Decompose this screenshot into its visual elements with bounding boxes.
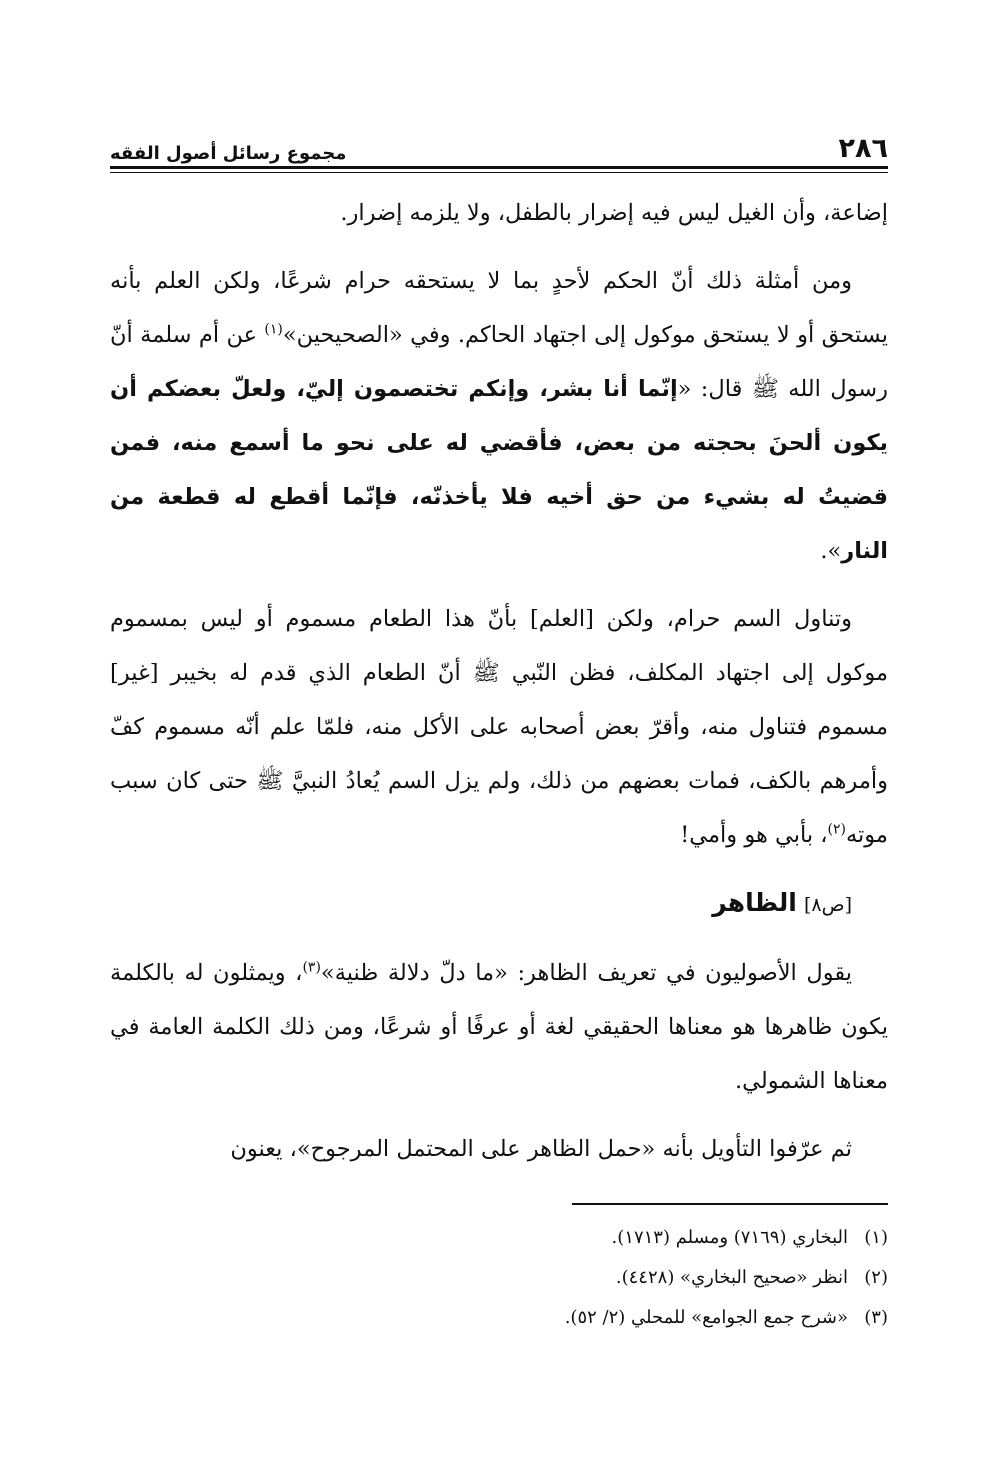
- paragraph-3-end: ، بأبي هو وأمي!: [680, 822, 828, 848]
- footnote-ref-2: (٢): [827, 821, 846, 838]
- section-heading: [110, 876, 888, 932]
- hadith-quote: إنّما أنا بشر، وإنكم تختصمون إليّ، ولعلّ بعضكم أن يكون ألحنَ بحجته من بعض، فأقضي له على نحو ما أسمع منه، فمن قضيتُ له بشيء من حق أخيه فلا يأخذنّه، فإنّما أقطع له قطعة من النار: [110, 376, 888, 564]
- footnotes: [110, 1218, 888, 1338]
- section-page-ref: [ص٨]: [803, 894, 852, 916]
- paragraph-2-end: ».: [820, 538, 842, 564]
- footnote-number: (٣): [864, 1307, 888, 1328]
- footnote-text: «شرح جمع الجوامع» للمحلي (٢/ ٥٢).: [564, 1307, 848, 1328]
- footnote-separator: [572, 1203, 888, 1205]
- header-rule-thin: [110, 172, 888, 173]
- page-number: ٢٨٦: [838, 133, 888, 164]
- paragraph-3: [110, 592, 888, 862]
- paragraph-2-text: ومن أمثلة ذلك أنّ الحكم لأحدٍ بما لا يستحقه حرام شرعًا، ولكن العلم بأنه يستحق أو لا يستحق موكول إلى اجتهاد الحاكم. وفي «الصحيحين»: [110, 268, 888, 348]
- running-title: مجموع رسائل أصول الفقه: [110, 143, 347, 164]
- footnote-text: البخاري (٧١٦٩) ومسلم (١٧١٣).: [611, 1227, 848, 1248]
- paragraph-3-text: وتناول السم حرام، ولكن [العلم] بأنّ هذا الطعام مسموم أو ليس بمسموم موكول إلى اجتهاد المكلف، فظن النّبي ﷺ أنّ الطعام الذي قدم له بخيبر [غير] مسموم فتناول منه، وأقرّ بعض أصحابه على الأكل منه، فلمّا علم أنّه مسموم كفّ وأمرهم بالكف، فمات بعضهم من ذلك، ولم يزل السم يُعادُ النبيَّ ﷺ حتى كان سبب موته: [110, 606, 888, 848]
- page-header: [110, 120, 888, 164]
- footnote-ref-3: (٣): [302, 959, 321, 976]
- paragraph-4: [110, 946, 888, 1108]
- paragraph-5: ثم عرّفوا التأويل بأنه «حمل الظاهر على المحتمل المرجوح»، يعنون: [230, 1136, 852, 1162]
- paragraph-2-text-cont: عن أم سلمة أنّ رسول الله ﷺ قال: «: [110, 322, 888, 402]
- footnote-number: (٢): [864, 1267, 888, 1288]
- footnote-ref-1: (١): [264, 321, 283, 338]
- section-title: الظاهر: [712, 888, 797, 917]
- footnote-text: انظر «صحيح البخاري» (٤٤٢٨).: [615, 1267, 848, 1288]
- paragraph-2: [110, 254, 888, 578]
- header-rule-thick: [110, 166, 888, 169]
- main-text: [110, 186, 888, 1190]
- footnote-number: (١): [864, 1227, 888, 1248]
- footnote-item: [110, 1258, 888, 1298]
- paragraph-4-text: يقول الأصوليون في تعريف الظاهر: «ما دلّ دلالة ظنية»: [320, 960, 853, 986]
- paragraph-4-end: ، ويمثلون له بالكلمة يكون ظاهرها هو معناها الحقيقي لغة أو عرفًا أو شرعًا، ومن ذلك الكلمة العامة في معناها الشمولي.: [110, 960, 888, 1094]
- footnote-item: [110, 1218, 888, 1258]
- paragraph-1: إضاعة، وأن الغيل ليس فيه إضرار بالطفل، ولا يلزمه إضرار.: [340, 200, 888, 226]
- footnote-item: [110, 1298, 888, 1338]
